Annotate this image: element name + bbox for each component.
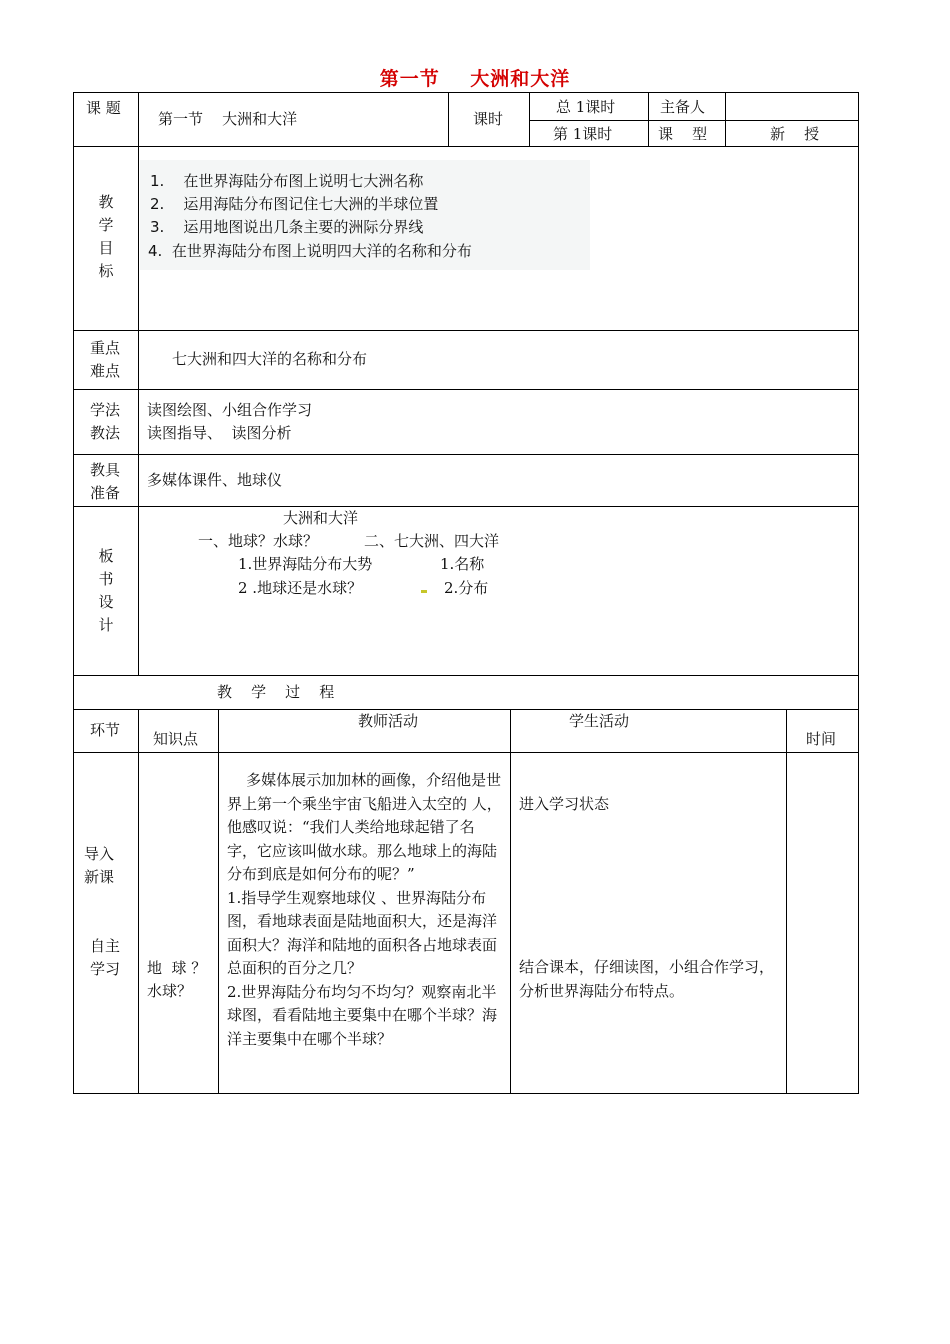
process-heading-cell xyxy=(73,675,859,710)
objective-item-1: 1. 在世界海陆分布图上说明七大洲名称 xyxy=(150,172,424,190)
key-points-label-1: 重点 xyxy=(90,339,121,357)
keti-value: 第一节 大洲和大洋 xyxy=(158,110,298,128)
total-hours: 总 1课时 xyxy=(556,98,616,116)
keti-label: 课 题 xyxy=(86,99,121,117)
objective-item-3: 3. 运用地图说出几条主要的洲际分界线 xyxy=(150,218,424,236)
student-header-cell xyxy=(510,709,787,753)
process-heading: 教 学 过 程 xyxy=(217,683,335,701)
knowledge-header: 知识点 xyxy=(153,730,199,748)
board-label-2: 书 xyxy=(98,570,114,588)
stage1-line-1: 导入 xyxy=(84,845,115,863)
current-hour: 第 1课时 xyxy=(553,125,613,143)
stage-body-cell xyxy=(73,752,139,1094)
board-line3-right: 2.分布 xyxy=(444,579,489,597)
methods-line-2: 读图指导、 读图分析 xyxy=(147,424,292,442)
time-header: 时间 xyxy=(806,730,837,748)
board-label-3: 设 xyxy=(98,593,114,611)
document-title: 第一节 大洲和大洋 xyxy=(379,68,571,90)
board-line2-left: 1.世界海陆分布大势 xyxy=(238,555,373,573)
objectives-image xyxy=(140,160,590,270)
teacher-activity: 多媒体展示加加林的画像，介绍他是世界上第一个乘坐宇宙飞船进入太空的 人，他感叹说：“我们人类给地球起错了名字，它应该叫做水球。那么地球上的海陆分布到底是如何分布的呢？” 1.指导学生观察地球仪 、世界海陆分布图，看地球表面是陆地面积大，还是海洋面积大？海洋和陆地的面积各占地球表面总面积的百分之几？ 2.世界海陆分布均匀不均匀？观察南北半球图，看看陆地主要集中在哪个半球？海洋主要集中在哪个半球？ xyxy=(227,771,502,1048)
student-activity-2: 结合课本，仔细读图，小组合作学习，分析世界海陆分布特点。 xyxy=(519,958,775,1000)
board-heading: 大洲和大洋 xyxy=(283,509,359,527)
teacher-header: 教师活动 xyxy=(358,712,419,730)
board-line2-right: 1.名称 xyxy=(440,555,485,573)
key-points-label-2: 难点 xyxy=(90,362,121,380)
lesson-type-label: 课 型 xyxy=(658,125,708,143)
knowledge-body-cell xyxy=(138,752,219,1094)
board-line1-right: 二、七大洲、四大洋 xyxy=(364,532,500,550)
tools-value: 多媒体课件、地球仪 xyxy=(147,471,283,489)
objective-item-4: 4. 在世界海陆分布图上说明四大洋的名称和分布 xyxy=(148,242,472,260)
methods-line-1: 读图绘图、小组合作学习 xyxy=(147,401,313,419)
stage2-line-2: 学习 xyxy=(90,960,121,978)
student-activity-1: 进入学习状态 xyxy=(519,795,610,813)
stage2-line-1: 自主 xyxy=(90,937,121,955)
board-label-1: 板 xyxy=(98,547,114,565)
board-label-4: 计 xyxy=(98,616,114,634)
highlight-mark xyxy=(421,590,427,593)
keshi-label: 课时 xyxy=(473,110,504,128)
tools-label-2: 准备 xyxy=(90,484,121,502)
objectives-label-3: 目 xyxy=(98,239,114,257)
objectives-label-1: 教 xyxy=(98,193,114,211)
objective-item-2: 2. 运用海陆分布图记住七大洲的半球位置 xyxy=(150,195,439,213)
objectives-label-4: 标 xyxy=(98,262,114,280)
objectives-label-2: 学 xyxy=(98,216,114,234)
knowledge-line-1: 地 球 ？ xyxy=(147,959,207,977)
stage-header: 环节 xyxy=(90,721,121,739)
methods-label-1: 学法 xyxy=(90,401,121,419)
tools-label-1: 教具 xyxy=(90,461,121,479)
knowledge-line-2: 水球？ xyxy=(147,982,193,1000)
student-header: 学生活动 xyxy=(569,712,630,730)
board-line3-left: 2 .地球还是水球？ xyxy=(238,579,363,597)
preparer-value-cell xyxy=(725,92,859,121)
board-line1-left: 一、地球？水球？ xyxy=(198,532,319,550)
preparer-label: 主备人 xyxy=(660,98,706,116)
stage1-line-2: 新课 xyxy=(84,868,115,886)
key-points-value: 七大洲和四大洋的名称和分布 xyxy=(172,350,368,368)
methods-label-2: 教法 xyxy=(90,424,121,442)
lesson-type-value: 新 授 xyxy=(770,125,820,143)
time-body-cell xyxy=(786,752,859,1094)
